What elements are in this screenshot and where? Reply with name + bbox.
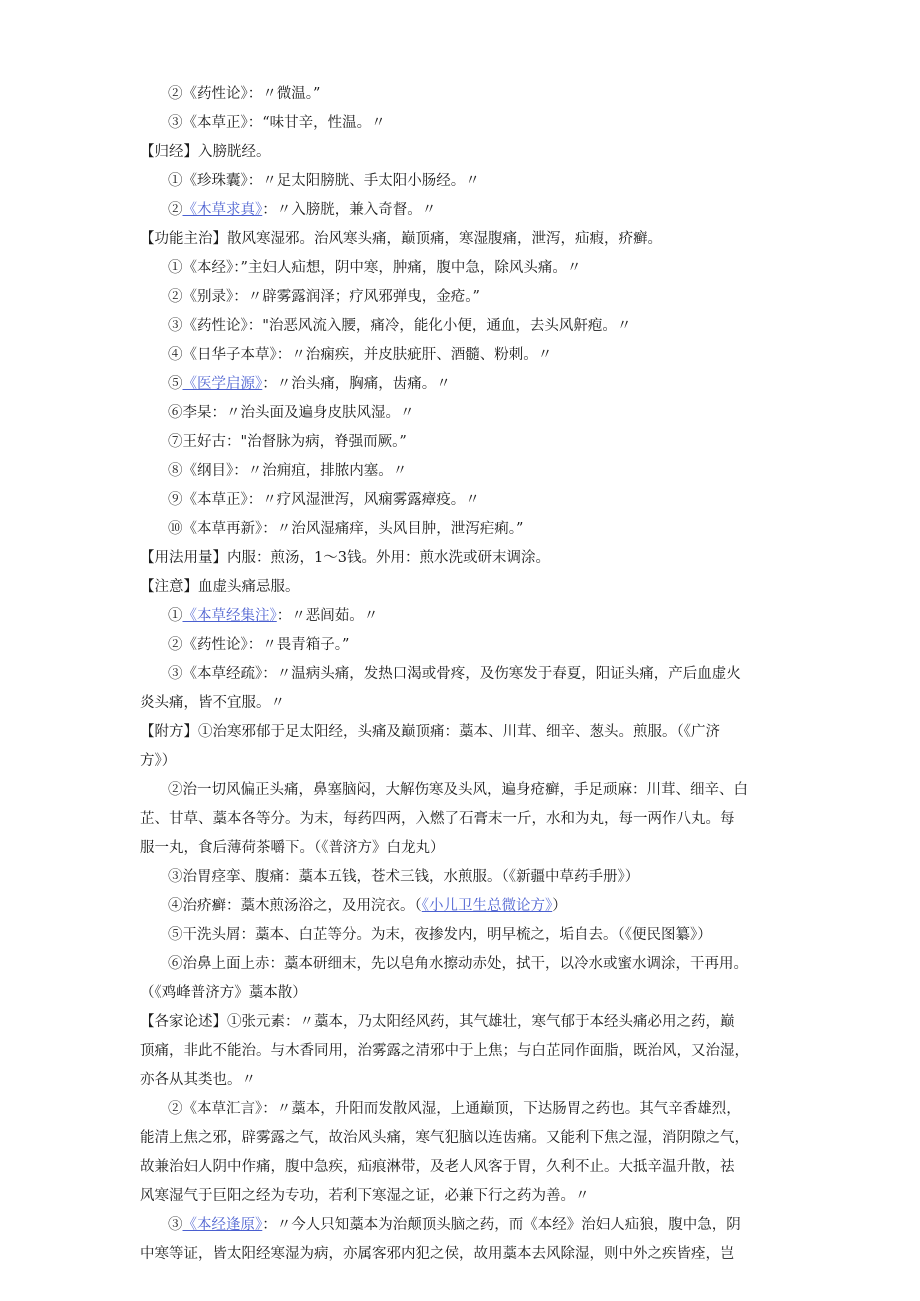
text-line: 故兼治妇人阴中作痛，腹中急疾，疝痕淋带，及老人风客于胃，久利不止。大抵辛温升散，祛 (140, 1159, 735, 1175)
text-line: 能清上焦之邪，辟雾露之气，故治风头痛，寒气犯脑以连齿痛。又能利下焦之湿，消阴隙之气， (140, 1130, 749, 1146)
text-line (168, 892, 790, 921)
section-heading-gongneng: 【功能主治】散风寒湿邪。治风寒头痛，巅顶痛，寒湿腹痛，泄泻，疝瘕，疥癣。 (140, 231, 662, 247)
text-line: ③《本草正》：“味甘辛，性温。〃 (168, 115, 386, 131)
text-line (168, 602, 790, 631)
text-line: ②《药性论》：〃畏青箱子。” (168, 637, 350, 653)
text-line (168, 1211, 790, 1240)
text-line: 风寒湿气于巨阳之经为专功，若利下寒湿之证，必兼下行之药为善。〃 (140, 1188, 590, 1204)
text-line: ③《药性论》："治恶风流入腰，痛冷，能化小便，通血，去头风鼾疱。〃 (168, 318, 632, 334)
section-heading-fufang: 【附方】①治寒邪郁于足太阳经，头痛及巅顶痛：藁本、川茸、细辛、葱头。煎服。（《广济 (140, 724, 720, 740)
text-line: 芷、甘草、藁本各等分。为末，每药四两，入燃了石膏末一斤，水和为丸，每一两作八丸。每 (140, 811, 735, 827)
section-heading-yongfa: 【用法用量】内服：煎汤，1〜3钱。外用：煎水洗或研末调涂。 (140, 550, 550, 566)
text-line: ②《别录》：〃辟雾露润泽；疗风邪弹曳，金疮。” (168, 289, 480, 305)
quote-text: ：〃治头痛，胸痛，齿痛。〃 (262, 376, 451, 392)
quote-text: ：〃今人只知藁本为治颠顶头脑之药，而《本经》治妇人疝狼，腹中急，阴 (262, 1217, 741, 1233)
closing-paren: ） (552, 898, 567, 914)
text-line: ②《药性论》：〃微温。” (168, 86, 321, 102)
citation-link[interactable]: 《木草求真》 (182, 202, 263, 218)
text-line: ①《本经》：”主妇人疝想，阴中寒，肿痛，腹中急，除风头痛。〃 (168, 260, 582, 276)
text-line: 炎头痛，皆不宜服。〃 (140, 695, 285, 711)
text-line: 服一丸，食后薄荷茶嚼下。（《普济方》白龙丸） (140, 840, 445, 856)
text-line: 亦各从其类也。〃 (140, 1072, 256, 1088)
text-line: ⑤干洗头屑：藁本、白芷等分。为末，夜掺发内，明早梳之，垢自去。（《便民图纂》） (168, 927, 712, 943)
text-line: ③《本草经疏》：〃温病头痛，发热口渴或骨疼，及伤寒发于春夏，阳证头痛，产后血虚火 (168, 666, 741, 682)
list-marker: ① (168, 608, 183, 624)
text-line: ⑦王好古："治督脉为病，脊强而厥。” (168, 434, 407, 450)
text-line: （《鸡峰普济方》藁本散） (140, 985, 307, 1001)
citation-link[interactable]: 《本经逢原》 (182, 1217, 263, 1233)
text-line: ②治一切风偏正头痛，鼻塞脑闷，大解伤寒及头风，遍身疮癣，手足顽麻：川茸、细辛、白 (168, 782, 748, 798)
text-line: ⑧《纲目》：〃治痈疽，排脓内塞。〃 (168, 463, 408, 479)
text-line: ⑩《本草再新》：〃治风湿痛痒，头风目肿，泄泻疟痢。” (168, 521, 524, 537)
text-line: ②《本草汇言》：〃藁本，升阳而发散风湿，上通巅顶，下达肠胃之药也。其气辛香雄烈， (168, 1101, 741, 1117)
text-line: 中寒等证，皆太阳经寒湿为病，亦属客邪内犯之侯，故用藁本去风除湿，则中外之疾皆痊，岂 (140, 1246, 735, 1262)
text-line: ⑨《本草正》：〃疗风湿泄泻，风痫雾露瘴疫。〃 (168, 492, 480, 508)
text-line: ③治胃痉挛、腹痛：藁本五钱，苍术三钱，水煎服。（《新疆中草药手册》） (168, 869, 640, 885)
quote-text: ：〃入膀胱，兼入奇督。〃 (262, 202, 437, 218)
text-line: ①《珍珠囊》：〃足太阳膀胱、手太阳小肠经。〃 (168, 173, 480, 189)
text-line: 方》） (140, 753, 177, 769)
text-line: ⑥李杲：〃治头面及遍身皮肤风湿。〃 (168, 405, 415, 421)
recipe-text: ④治疥癣：藁木煎汤浴之，及用浣衣。（ (168, 898, 422, 914)
list-marker: ③ (168, 1217, 183, 1233)
text-line (168, 370, 790, 399)
text-line: ④《日华子本草》：〃治痫疾，并皮肤疵肝、酒髓、粉刺。〃 (168, 347, 553, 363)
list-marker: ② (168, 202, 183, 218)
section-heading-gejia: 【各家论述】①张元素：〃藁本，乃太阳经风药，其气雄壮，寒气郁于本经头痛必用之药，巅 (140, 1014, 735, 1030)
text-line: ⑥治鼻上面上赤：藁本研细末，先以皂角水擦动赤处，拭干，以冷水或蜜水调涂，干再用。 (168, 956, 748, 972)
section-heading-zhuyi: 【注意】血虚头痛忌服。 (140, 579, 300, 595)
list-marker: ⑤ (168, 376, 183, 392)
citation-link[interactable]: 《小儿卫生总微论方》 (421, 898, 553, 914)
citation-link[interactable]: 《本草经集注》 (182, 608, 277, 624)
quote-text: ：〃恶闾茹。〃 (276, 608, 379, 624)
text-line: 顶痛，非此不能治。与木香同用，治雾露之清邪中于上焦；与白芷同作面脂，既治风，又治湿， (140, 1043, 749, 1059)
text-line (168, 196, 790, 225)
section-heading-guijing: 【归经】入膀胱经。 (140, 144, 271, 160)
citation-link[interactable]: 《医学启源》 (182, 376, 263, 392)
